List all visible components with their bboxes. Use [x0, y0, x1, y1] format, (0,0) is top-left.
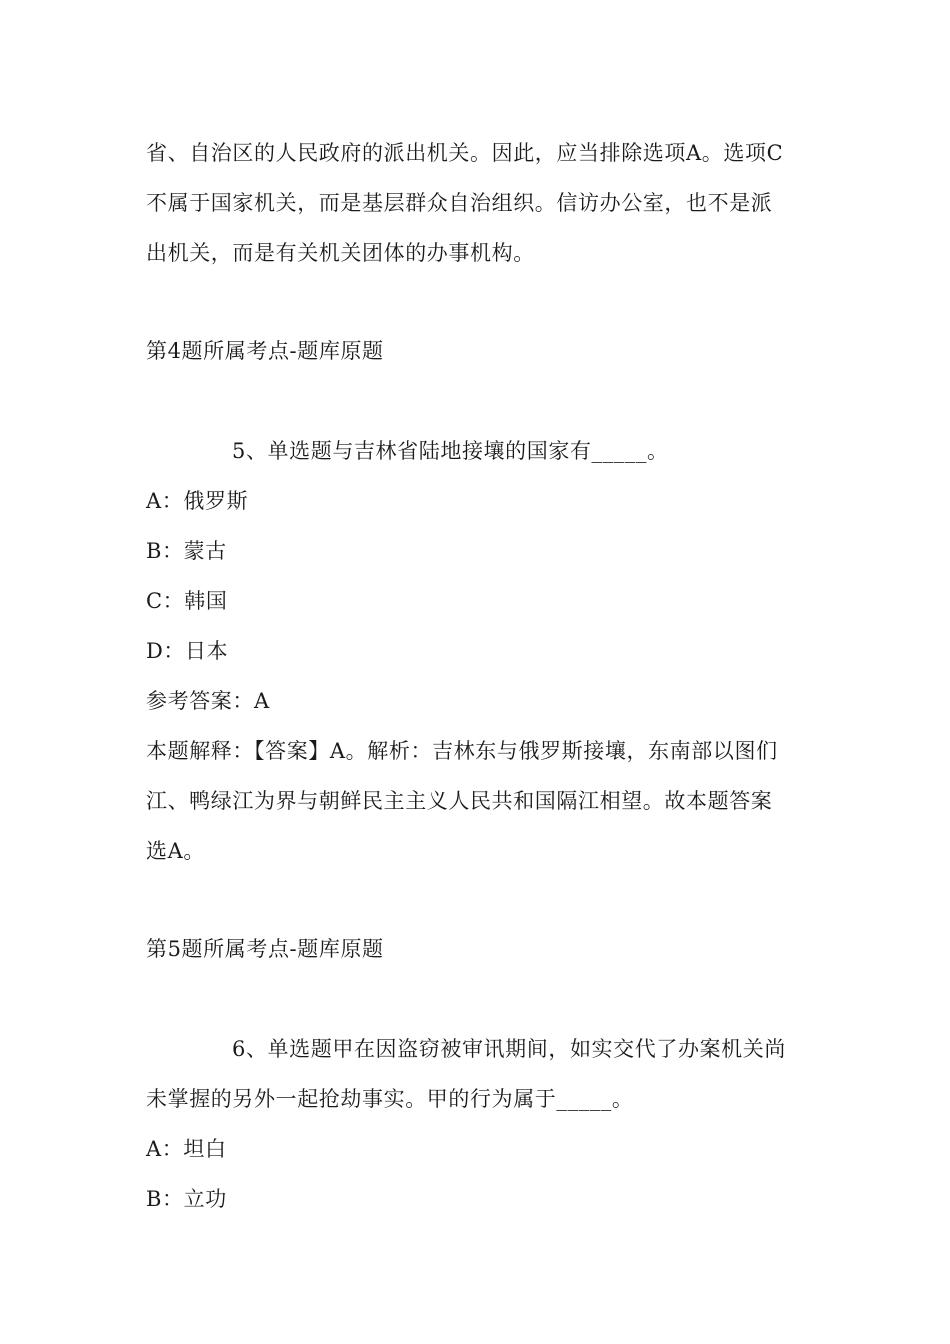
q5-option-a: A：俄罗斯 — [146, 489, 249, 513]
q5-explanation-line-3: 选A。 — [146, 839, 205, 863]
q6-stem-line-2: 未掌握的另外一起抢劫事实。甲的行为属于_____。 — [146, 1087, 634, 1111]
q4-source: 第4题所属考点-题库原题 — [146, 339, 384, 363]
q5-explanation-line-2: 江、鸭绿江为界与朝鲜民主主义人民共和国隔江相望。故本题答案 — [146, 789, 773, 813]
q5-option-c: C：韩国 — [146, 589, 228, 613]
q5-stem: 5、单选题与吉林省陆地接壤的国家有_____。 — [232, 439, 669, 463]
q6-stem-line-1: 6、单选题甲在因盗窃被审讯期间，如实交代了办案机关尚 — [232, 1037, 786, 1061]
q5-option-d: D：日本 — [146, 639, 229, 663]
q5-explanation-line-1: 本题解释：【答案】A。解析：吉林东与俄罗斯接壤，东南部以图们 — [146, 739, 778, 763]
q5-option-b: B：蒙古 — [146, 539, 227, 563]
q6-option-b: B：立功 — [146, 1187, 227, 1211]
q4-explanation-line-3: 出机关，而是有关机关团体的办事机构。 — [146, 241, 535, 265]
q4-explanation-line-2: 不属于国家机关，而是基层群众自治组织。信访办公室，也不是派 — [146, 191, 773, 215]
q6-option-a: A：坦白 — [146, 1137, 227, 1161]
q4-explanation-line-1: 省、自治区的人民政府的派出机关。因此，应当排除选项A。选项C — [146, 141, 784, 165]
q5-source: 第5题所属考点-题库原题 — [146, 937, 384, 961]
q5-answer: 参考答案：A — [146, 689, 270, 713]
